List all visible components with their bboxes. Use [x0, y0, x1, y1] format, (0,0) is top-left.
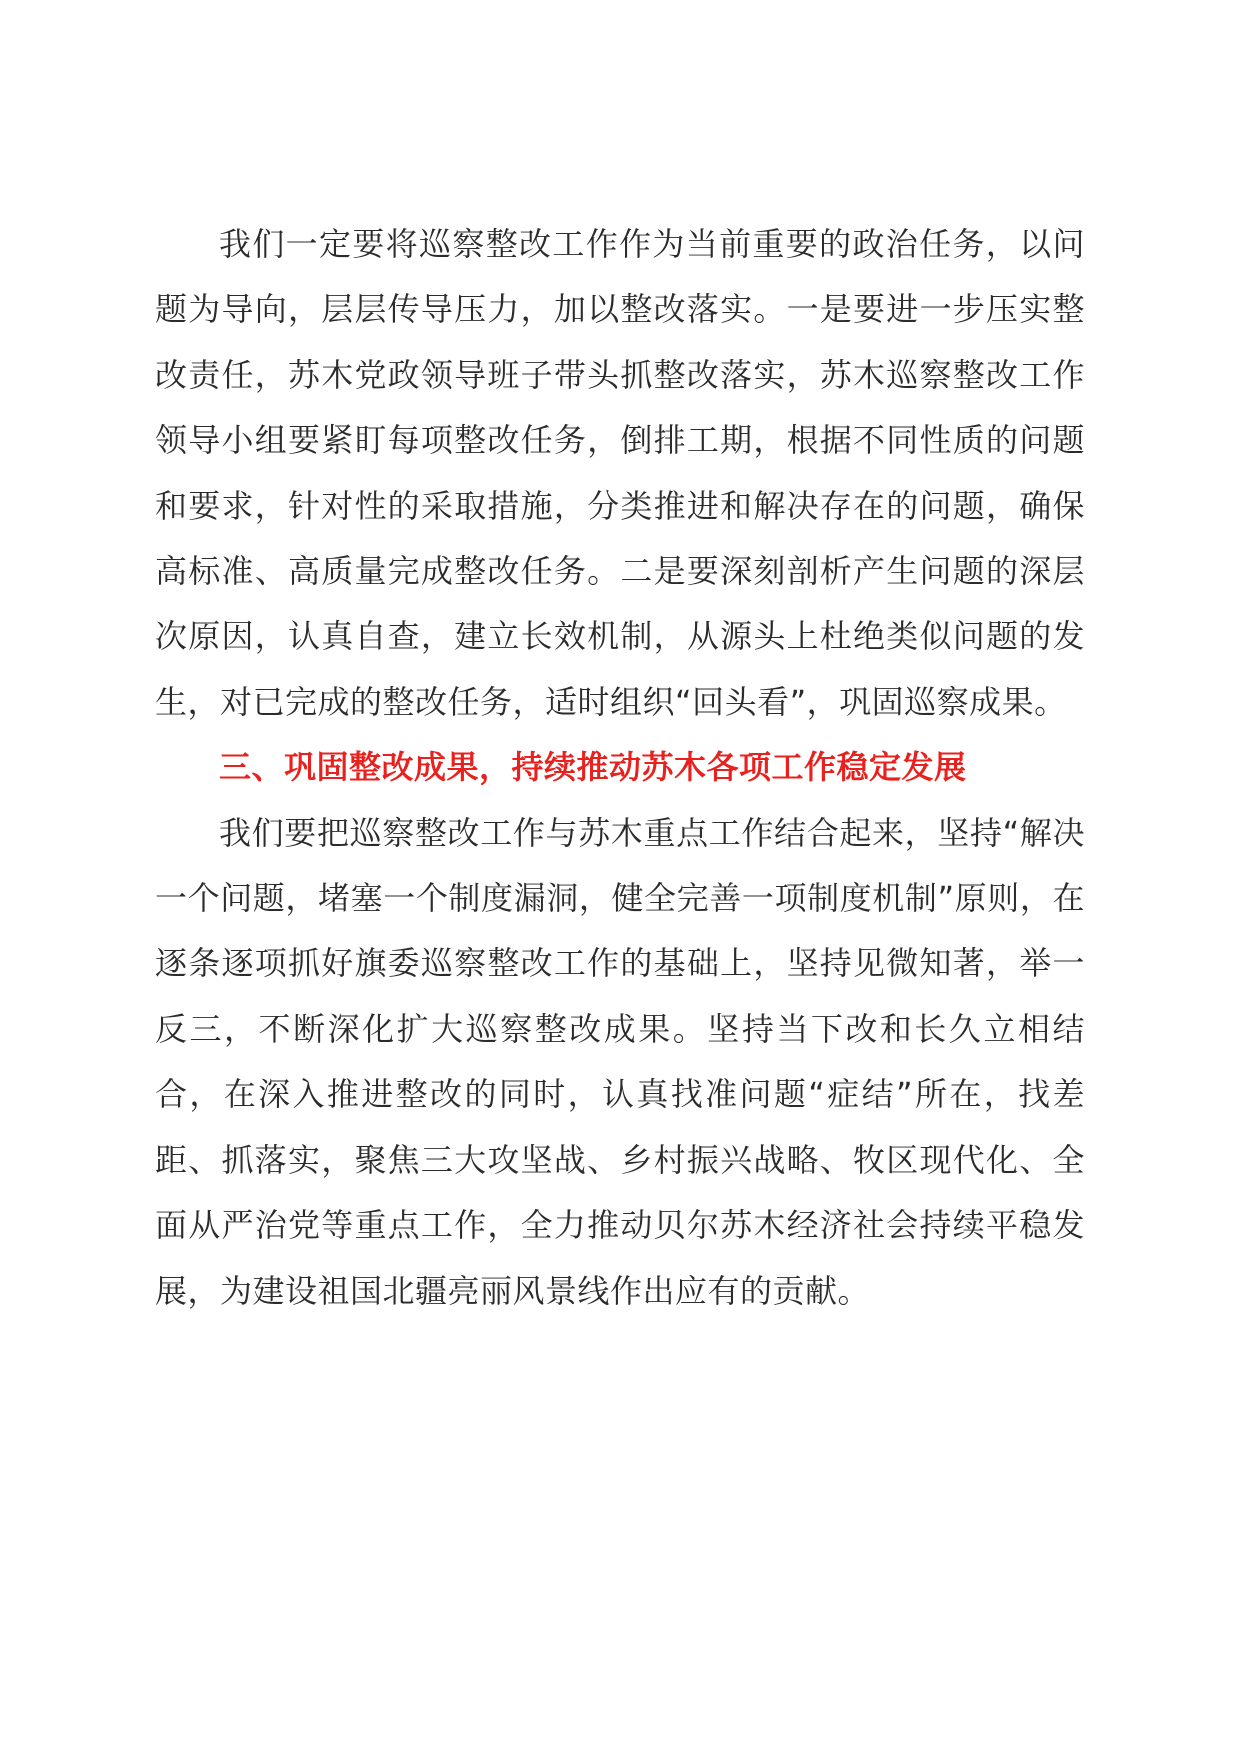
body-paragraph-1: 我们一定要将巡察整改工作作为当前重要的政治任务，以问题为导向，层层传导压力，加以整改落实。一是要进一步压实整改责任，苏木党政领导班子带头抓整改落实，苏木巡察整改工作领导小组要紧盯每项整改任务，倒排工期，根据不同性质的问题和要求，针对性的采取措施，分类推进和解决存在的问题，确保高标准、高质量完成整改任务。二是要深刻剖析产生问题的深层次原因，认真自查，建立长效机制，从源头上杜绝类似问题的发生，对已完成的整改任务，适时组织“回头看”，巩固巡察成果。 — [155, 225, 1085, 721]
section-heading-3: 三、巩固整改成果，持续推动苏木各项工作稳定发展 — [219, 748, 967, 787]
body-paragraph-2: 我们要把巡察整改工作与苏木重点工作结合起来，坚持“解决一个问题，堵塞一个制度漏洞，健全完善一项制度机制”原则，在逐条逐项抓好旗委巡察整改工作的基础上，坚持见微知著，举一反三，不断深化扩大巡察整改成果。坚持当下改和长久立相结合，在深入推进整改的同时，认真找准问题“症结”所在，找差距、抓落实，聚焦三大攻坚战、乡村振兴战略、牧区现代化、全面从严治党等重点工作，全力推动贝尔苏木经济社会持续平稳发展，为建设祖国北疆亮丽风景线作出应有的贡献。 — [155, 813, 1085, 1310]
document-body — [155, 212, 1085, 1324]
